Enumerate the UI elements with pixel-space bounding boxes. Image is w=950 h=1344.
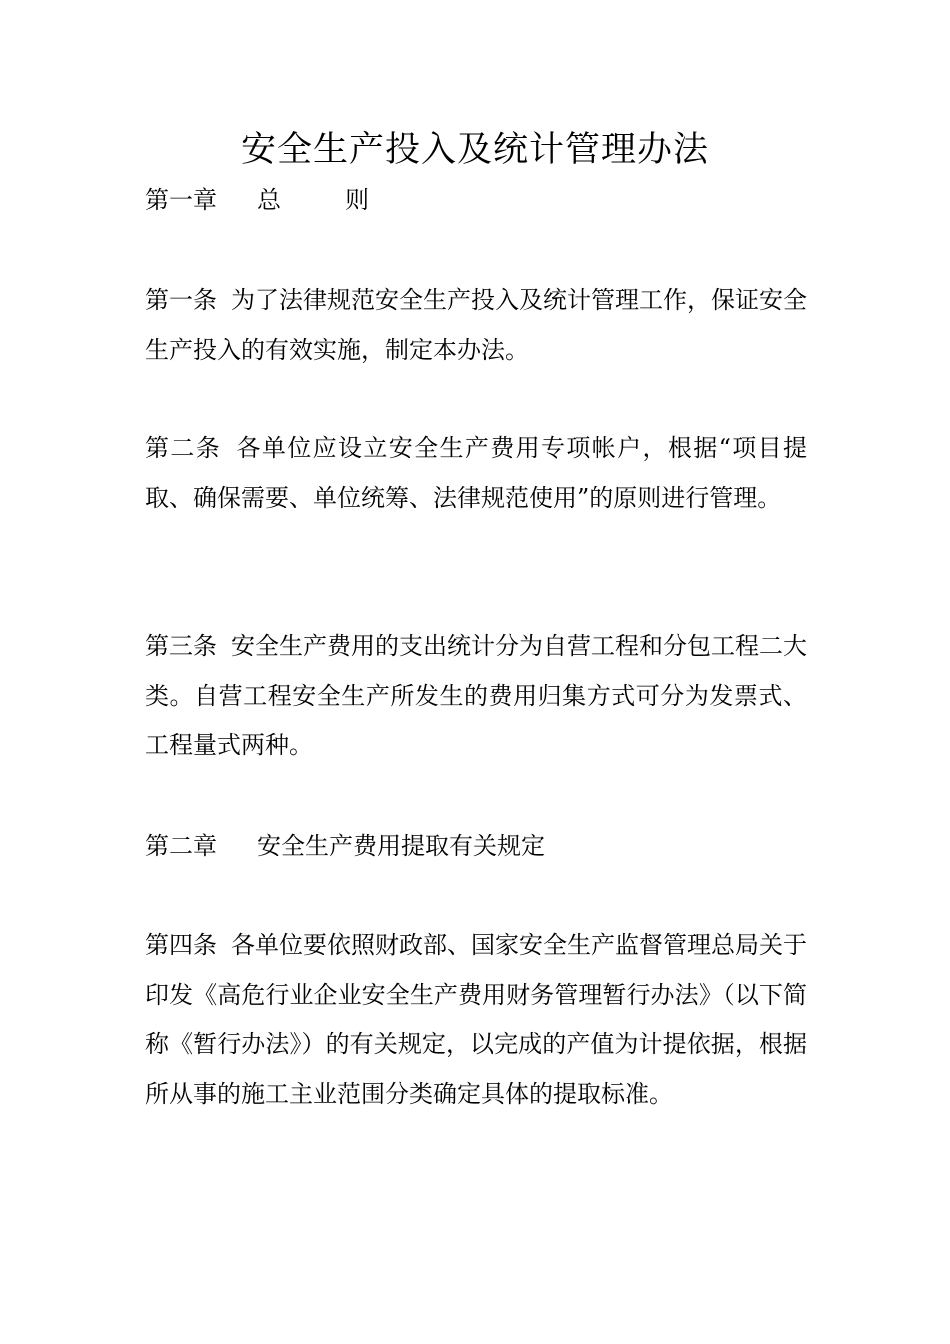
document-title: 安全生产投入及统计管理办法 <box>240 130 709 170</box>
article-number: 第四条 <box>145 931 217 959</box>
chapter-heading-2 <box>145 829 545 863</box>
article-2 <box>145 424 807 523</box>
chapter-name: 安全生产费用提取有关规定 <box>257 832 545 860</box>
chapter-name: 总则 <box>257 186 433 214</box>
article-text: 各单位应设立安全生产费用专项帐户，根据“项目提取、确保需要、单位统筹、法律规范使用”的原则进行管理。 <box>145 434 807 512</box>
article-4 <box>145 921 807 1119</box>
article-text: 安全生产费用的支出统计分为自营工程和分包工程二大类。自营工程安全生产所发生的费用归集方式可分为发票式、工程量式两种。 <box>145 632 807 759</box>
chapter-number: 第一章 <box>145 186 217 214</box>
article-number: 第二条 <box>145 434 222 462</box>
article-number: 第三条 <box>145 632 217 660</box>
article-number: 第一条 <box>145 286 217 314</box>
chapter-heading-1 <box>145 183 433 217</box>
article-text: 各单位要依照财政部、国家安全生产监督管理总局关于印发《高危行业企业安全生产费用财务管理暂行办法》（以下简称《暂行办法》）的有关规定，以完成的产值为计提依据，根据所从事的施工主业范围分类确定具体的提取标准。 <box>145 931 807 1108</box>
article-1 <box>145 276 807 375</box>
article-3 <box>145 622 807 771</box>
article-text: 为了法律规范安全生产投入及统计管理工作，保证安全生产投入的有效实施，制定本办法。 <box>145 286 807 364</box>
chapter-number: 第二章 <box>145 832 217 860</box>
